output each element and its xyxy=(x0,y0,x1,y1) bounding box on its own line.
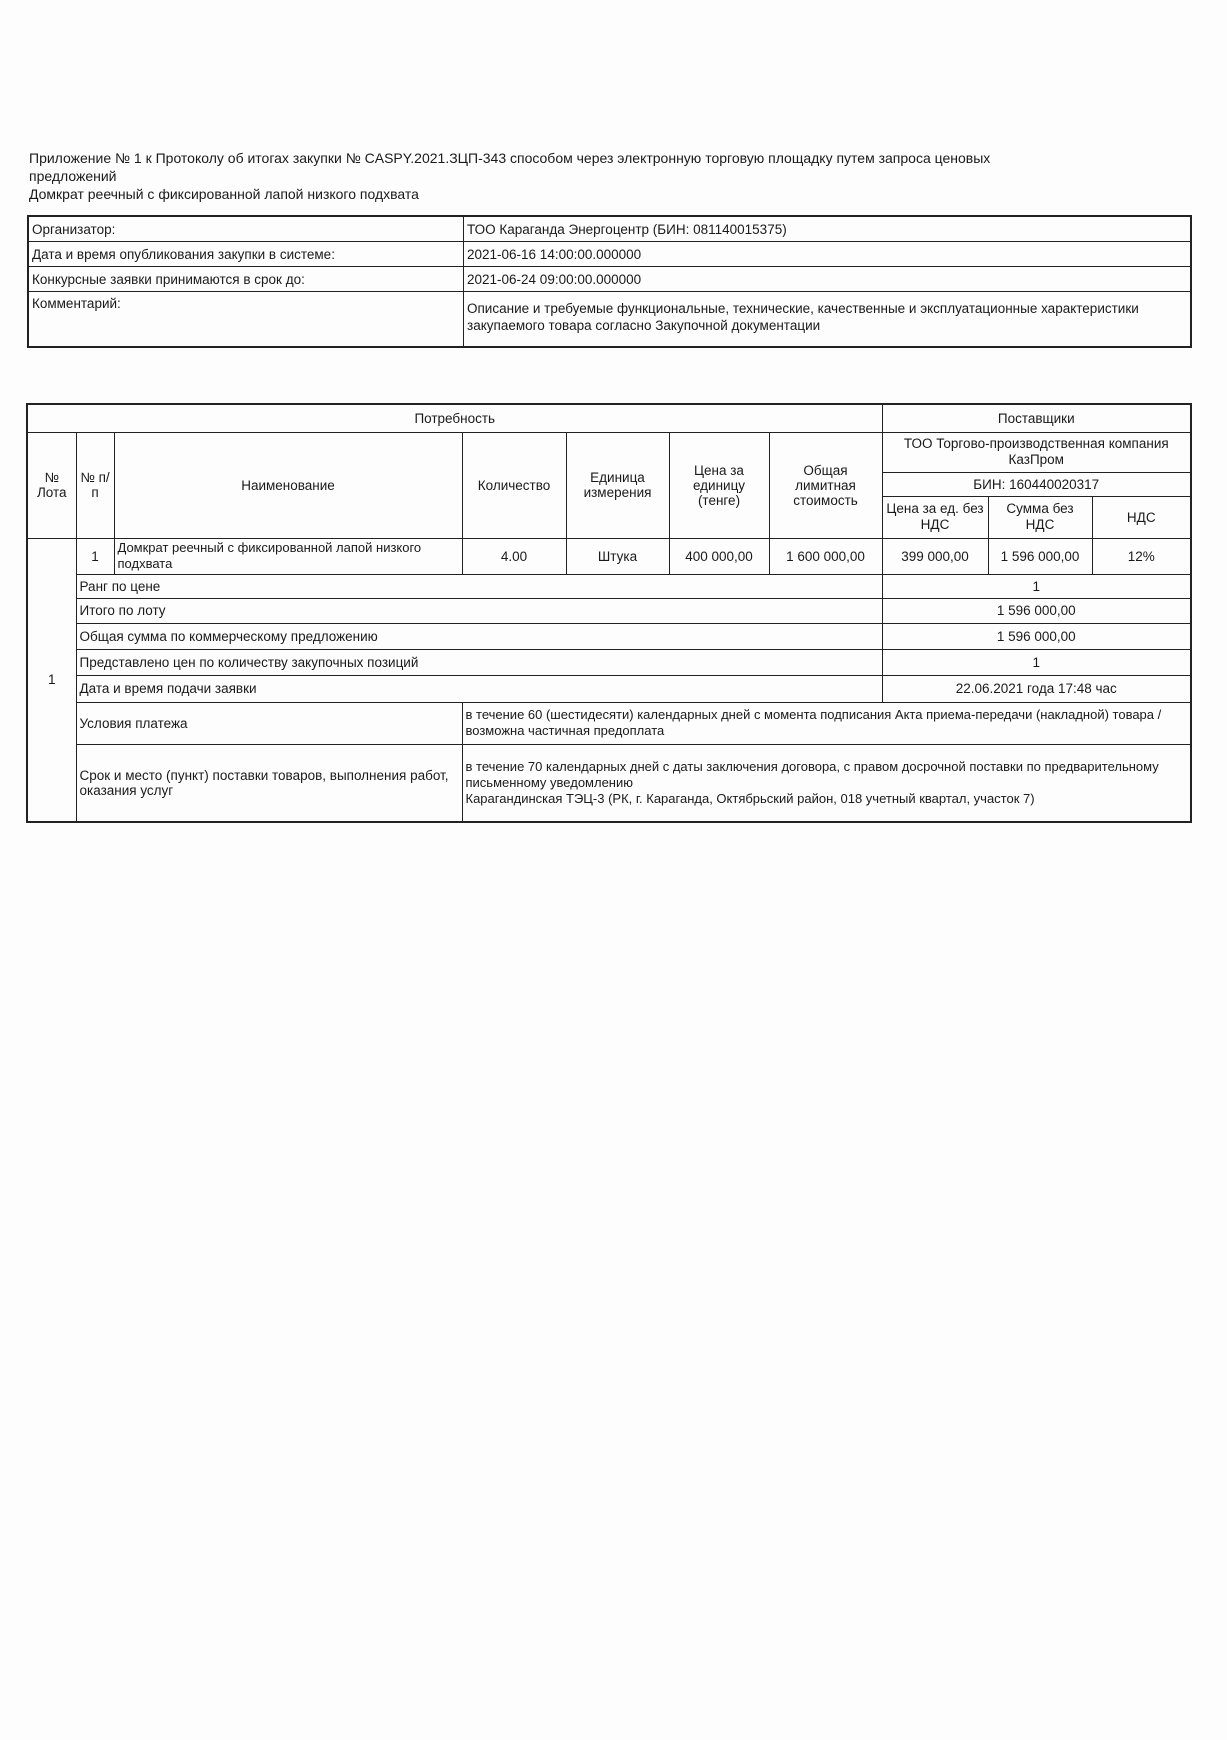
delivery-label: Срок и место (пункт) поставки товаров, выполнения работ, оказания услуг xyxy=(76,744,462,822)
group-header-row xyxy=(27,404,1191,432)
row-qty: 4.00 xyxy=(462,538,566,574)
results-table xyxy=(26,403,1192,823)
published-label: Дата и время опубликования закупки в системе: xyxy=(28,242,464,267)
document-heading xyxy=(29,149,1179,203)
payment-row xyxy=(27,702,1191,744)
row-name: Домкрат реечный с фиксированной лапой низкого подхвата xyxy=(114,538,462,574)
lot-number: 1 xyxy=(27,538,76,822)
delivery-row xyxy=(27,744,1191,822)
row-unit-price-novat: 399 000,00 xyxy=(882,538,988,574)
comment-value: Описание и требуемые функциональные, технические, качественные и эксплуатационные характеристики закупаемого товара согласно Закупочной документации xyxy=(464,292,1192,348)
supplier-name: ТОО Торгово-производственная компания КазПром xyxy=(882,432,1191,472)
heading-line-3: Домкрат реечный с фиксированной лапой низкого подхвата xyxy=(29,186,419,202)
col-sum-novat: Сумма без НДС xyxy=(988,496,1092,538)
delivery-term: в течение 70 календарных дней с даты заключения договора, с правом досрочной поставки по предварительному письменному уведомлению xyxy=(465,758,1159,790)
row-sum-novat: 1 596 000,00 xyxy=(988,538,1092,574)
organizer-row xyxy=(28,216,1191,242)
offer-sum-row xyxy=(27,623,1191,649)
rank-row xyxy=(27,574,1191,598)
submit-label: Дата и время подачи заявки xyxy=(76,675,882,702)
positions-label: Представлено цен по количеству закупочных позиций xyxy=(76,649,882,675)
submit-row xyxy=(27,675,1191,702)
col-name: Наименование xyxy=(114,432,462,538)
organizer-label: Организатор: xyxy=(28,216,464,242)
delivery-value xyxy=(462,744,1191,822)
offer-sum-value: 1 596 000,00 xyxy=(882,623,1191,649)
need-header: Потребность xyxy=(27,404,882,432)
positions-value: 1 xyxy=(882,649,1191,675)
payment-value: в течение 60 (шестидесяти) календарных дней с момента подписания Акта приема-передачи (накладной) товара / возможна частичная предоплата xyxy=(462,702,1191,744)
delivery-place: Карагандинская ТЭЦ-3 (РК, г. Караганда, Октябрьский район, 018 учетный квартал, участок 7) xyxy=(465,790,1035,806)
lot-total-row xyxy=(27,598,1191,623)
suppliers-header: Поставщики xyxy=(882,404,1191,432)
col-lot: № Лота xyxy=(27,432,76,538)
deadline-value: 2021-06-24 09:00:00.000000 xyxy=(464,267,1192,292)
row-pp: 1 xyxy=(76,538,114,574)
col-unit: Единица измерения xyxy=(566,432,669,538)
submit-value: 22.06.2021 года 17:48 час xyxy=(882,675,1191,702)
comment-row xyxy=(28,292,1191,348)
rank-value: 1 xyxy=(882,574,1191,598)
deadline-label: Конкурсные заявки принимаются в срок до: xyxy=(28,267,464,292)
offer-sum-label: Общая сумма по коммерческому предложению xyxy=(76,623,882,649)
procurement-info-table xyxy=(27,215,1192,348)
lot-total-label: Итого по лоту xyxy=(76,598,882,623)
heading-line-1: Приложение № 1 к Протоколу об итогах закупки № CASPY.2021.ЗЦП-343 способом через электронную торговую площадку путем запроса ценовых xyxy=(29,150,991,166)
row-total: 1 600 000,00 xyxy=(769,538,882,574)
table-row xyxy=(27,538,1191,574)
col-qty: Количество xyxy=(462,432,566,538)
published-value: 2021-06-16 14:00:00.000000 xyxy=(464,242,1192,267)
published-row xyxy=(28,242,1191,267)
lot-total-value: 1 596 000,00 xyxy=(882,598,1191,623)
col-vat: НДС xyxy=(1092,496,1191,538)
col-pp: № п/п xyxy=(76,432,114,538)
comment-label: Комментарий: xyxy=(28,292,464,348)
positions-row xyxy=(27,649,1191,675)
row-price: 400 000,00 xyxy=(669,538,769,574)
row-unit: Штука xyxy=(566,538,669,574)
col-unit-price-novat: Цена за ед. без НДС xyxy=(882,496,988,538)
heading-line-2: предложений xyxy=(29,168,117,184)
deadline-row xyxy=(28,267,1191,292)
column-header-row-1 xyxy=(27,432,1191,472)
supplier-bin: БИН: 160440020317 xyxy=(882,472,1191,496)
col-total: Общая лимитная стоимость xyxy=(769,432,882,538)
rank-label: Ранг по цене xyxy=(76,574,882,598)
payment-label: Условия платежа xyxy=(76,702,462,744)
row-vat: 12% xyxy=(1092,538,1191,574)
organizer-value: ТОО Караганда Энергоцентр (БИН: 081140015375) xyxy=(464,216,1192,242)
col-price: Цена за единицу (тенге) xyxy=(669,432,769,538)
